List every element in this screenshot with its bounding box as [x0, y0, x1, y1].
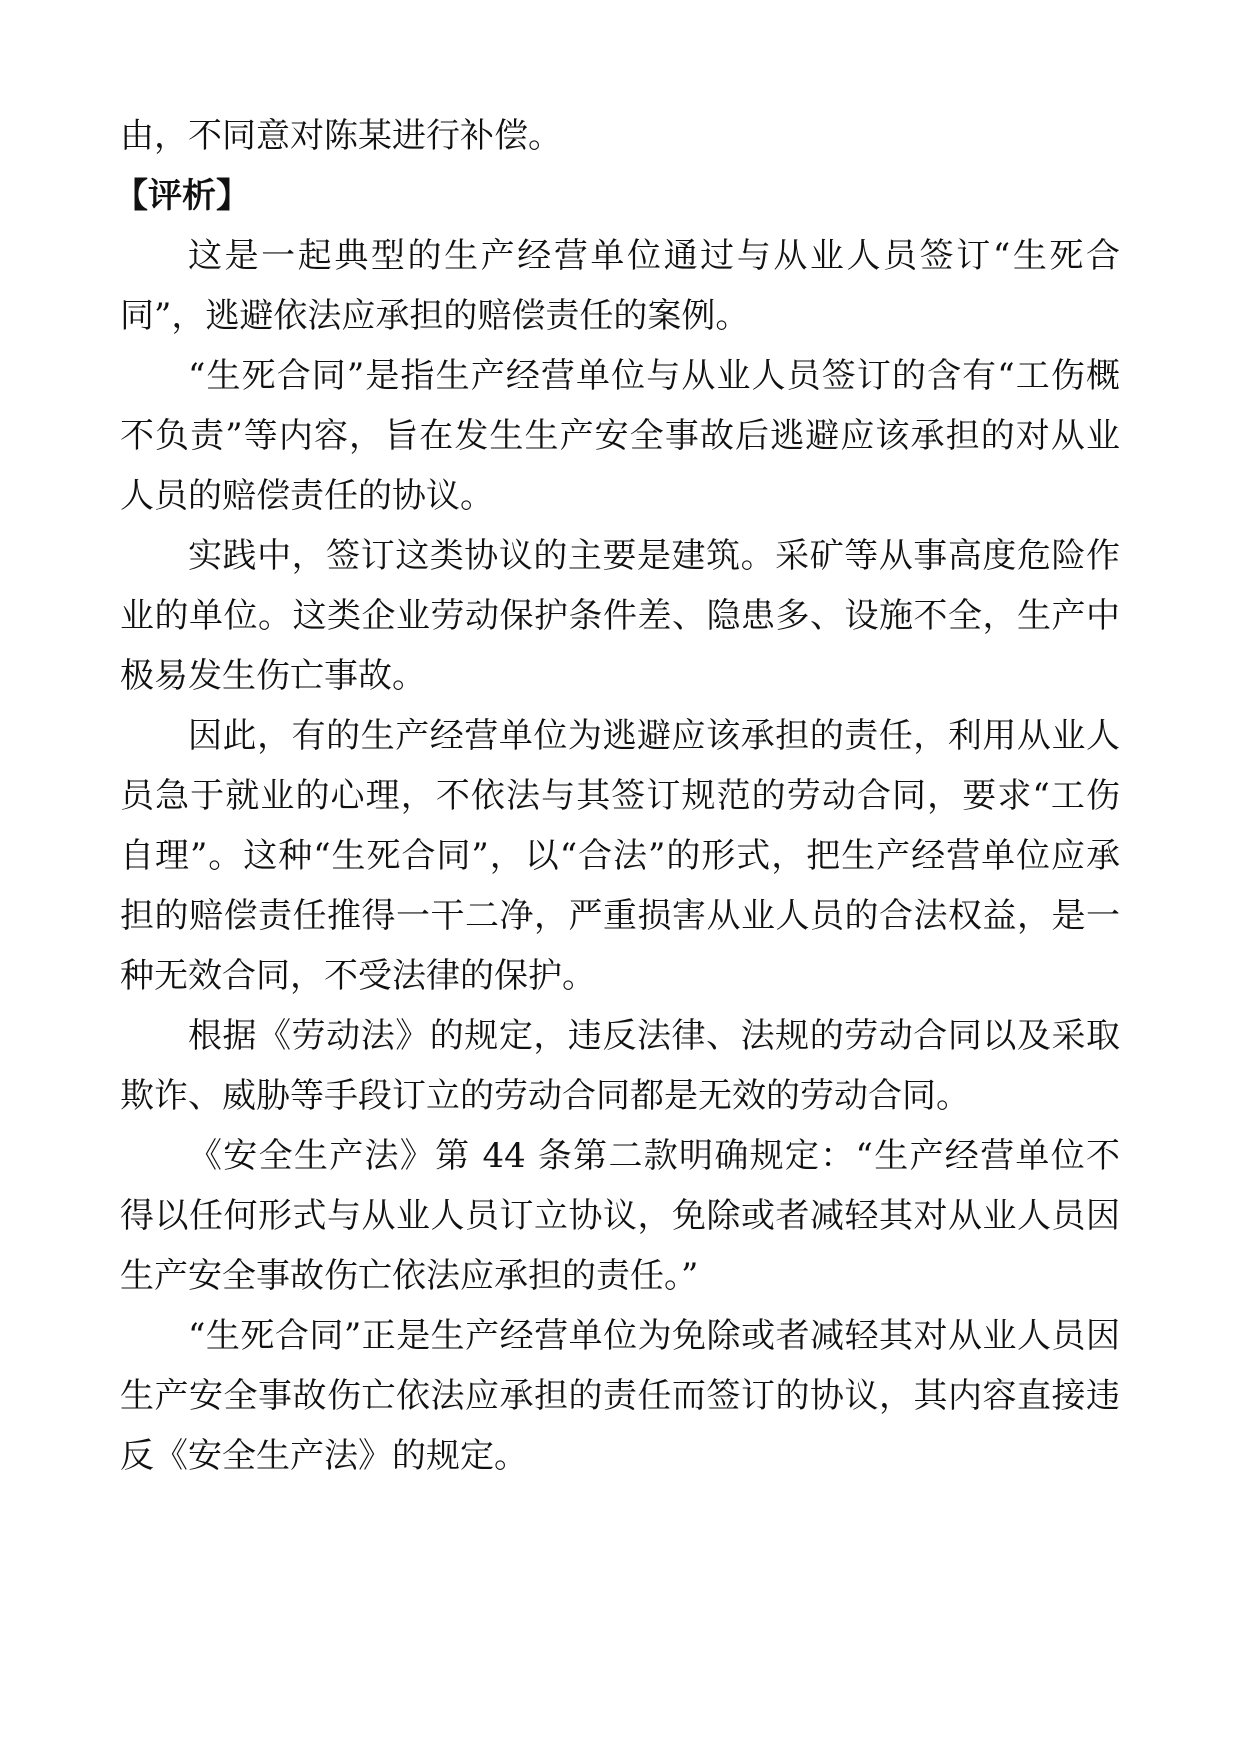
- paragraph-5: 根据《劳动法》的规定，违反法律、法规的劳动合同以及采取欺诈、威胁等手段订立的劳动合同都是无效的劳动合同。: [120, 1016, 1120, 1116]
- paragraph-6: 《安全生产法》第 44 条第二款明确规定：“生产经营单位不得以任何形式与从业人员订立协议，免除或者减轻其对从业人员因生产安全事故伤亡依法应承担的责任。”: [120, 1136, 1120, 1296]
- paragraph-2: “生死合同”是指生产经营单位与从业人员签订的含有“工伤概不负责”等内容，旨在发生生产安全事故后逃避应该承担的对从业人员的赔偿责任的协议。: [120, 356, 1120, 516]
- paragraph-1: 这是一起典型的生产经营单位通过与从业人员签订“生死合同”，逃避依法应承担的赔偿责任的案例。: [120, 236, 1120, 336]
- document-body: [114, 106, 1120, 1486]
- paragraph-3: 实践中，签订这类协议的主要是建筑。采矿等从事高度危险作业的单位。这类企业劳动保护条件差、隐患多、设施不全，生产中极易发生伤亡事故。: [120, 536, 1120, 696]
- paragraph-4: 因此，有的生产经营单位为逃避应该承担的责任，利用从业人员急于就业的心理，不依法与其签订规范的劳动合同，要求“工伤自理”。这种“生死合同”，以“合法”的形式，把生产经营单位应承担的赔偿责任推得一干二净，严重损害从业人员的合法权益，是一种无效合同，不受法律的保护。: [120, 716, 1120, 996]
- section-heading: 【评析】: [114, 176, 250, 216]
- continuation-paragraph: 由，不同意对陈某进行补偿。: [120, 116, 562, 156]
- paragraph-7: “生死合同”正是生产经营单位为免除或者减轻其对从业人员因生产安全事故伤亡依法应承担的责任而签订的协议，其内容直接违反《安全生产法》的规定。: [120, 1316, 1120, 1476]
